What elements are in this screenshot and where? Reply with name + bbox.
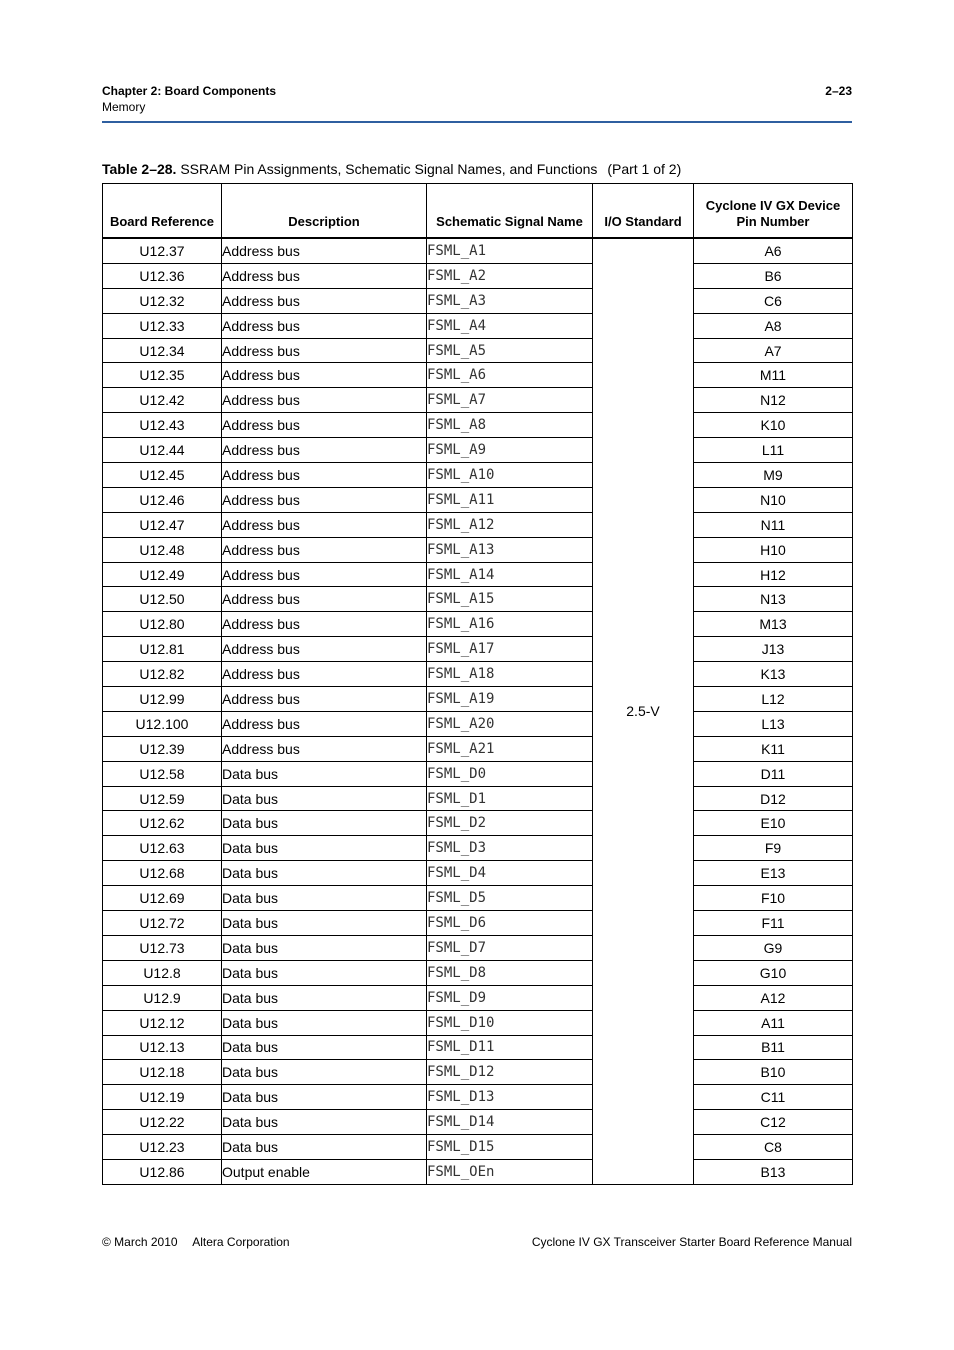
board-reference-cell: U12.18 xyxy=(103,1060,222,1085)
board-reference-cell: U12.23 xyxy=(103,1135,222,1160)
description-cell: Data bus xyxy=(222,935,427,960)
pin-number-cell: K13 xyxy=(694,662,853,687)
signal-name-cell: FSML_D7 xyxy=(427,935,593,960)
description-cell: Data bus xyxy=(222,1035,427,1060)
signal-name-cell: FSML_A21 xyxy=(427,736,593,761)
description-cell: Data bus xyxy=(222,861,427,886)
pin-number-cell: K10 xyxy=(694,413,853,438)
table-row xyxy=(103,736,853,761)
table-row xyxy=(103,711,853,736)
signal-name-cell: FSML_A17 xyxy=(427,637,593,662)
signal-name-cell: FSML_D5 xyxy=(427,886,593,911)
signal-name-cell: FSML_D11 xyxy=(427,1035,593,1060)
table-row xyxy=(103,487,853,512)
pin-number-cell: B10 xyxy=(694,1060,853,1085)
header-description: Description xyxy=(222,184,427,239)
pin-number-cell: M9 xyxy=(694,463,853,488)
pin-assignment-table xyxy=(102,183,853,1185)
signal-name-cell: FSML_A13 xyxy=(427,537,593,562)
board-reference-cell: U12.42 xyxy=(103,388,222,413)
table-row xyxy=(103,413,853,438)
signal-name-cell: FSML_A3 xyxy=(427,288,593,313)
board-reference-cell: U12.13 xyxy=(103,1035,222,1060)
table-row xyxy=(103,1110,853,1135)
table-row xyxy=(103,263,853,288)
signal-name-cell: FSML_D10 xyxy=(427,1010,593,1035)
pin-number-cell: C11 xyxy=(694,1085,853,1110)
board-reference-cell: U12.32 xyxy=(103,288,222,313)
pin-number-cell: L12 xyxy=(694,687,853,712)
header-schematic-signal-name: Schematic Signal Name xyxy=(427,184,593,239)
board-reference-cell: U12.36 xyxy=(103,263,222,288)
board-reference-cell: U12.22 xyxy=(103,1110,222,1135)
description-cell: Data bus xyxy=(222,761,427,786)
board-reference-cell: U12.45 xyxy=(103,463,222,488)
pin-number-cell: H12 xyxy=(694,562,853,587)
pin-number-cell: K11 xyxy=(694,736,853,761)
pin-number-cell: B6 xyxy=(694,263,853,288)
table-row xyxy=(103,786,853,811)
board-reference-cell: U12.9 xyxy=(103,985,222,1010)
board-reference-cell: U12.33 xyxy=(103,313,222,338)
pin-number-cell: M13 xyxy=(694,612,853,637)
table-number: Table 2–28. xyxy=(102,161,177,177)
table-row xyxy=(103,1010,853,1035)
pin-number-cell: F9 xyxy=(694,836,853,861)
board-reference-cell: U12.37 xyxy=(103,238,222,263)
signal-name-cell: FSML_D4 xyxy=(427,861,593,886)
signal-name-cell: FSML_D8 xyxy=(427,960,593,985)
table-row xyxy=(103,811,853,836)
pin-number-cell: A12 xyxy=(694,985,853,1010)
table-row xyxy=(103,1060,853,1085)
description-cell: Data bus xyxy=(222,1010,427,1035)
signal-name-cell: FSML_D0 xyxy=(427,761,593,786)
table-row xyxy=(103,388,853,413)
footer-company: Altera Corporation xyxy=(192,1235,290,1249)
board-reference-cell: U12.50 xyxy=(103,587,222,612)
pin-number-cell: M11 xyxy=(694,363,853,388)
table-row xyxy=(103,861,853,886)
description-cell: Address bus xyxy=(222,736,427,761)
board-reference-cell: U12.59 xyxy=(103,786,222,811)
signal-name-cell: FSML_D12 xyxy=(427,1060,593,1085)
description-cell: Address bus xyxy=(222,512,427,537)
pin-number-cell: L11 xyxy=(694,438,853,463)
board-reference-cell: U12.80 xyxy=(103,612,222,637)
board-reference-cell: U12.58 xyxy=(103,761,222,786)
pin-number-cell: N10 xyxy=(694,487,853,512)
table-row xyxy=(103,238,853,263)
table-row xyxy=(103,1085,853,1110)
signal-name-cell: FSML_A9 xyxy=(427,438,593,463)
board-reference-cell: U12.49 xyxy=(103,562,222,587)
pin-number-cell: B11 xyxy=(694,1035,853,1060)
signal-name-cell: FSML_D9 xyxy=(427,985,593,1010)
signal-name-cell: FSML_A4 xyxy=(427,313,593,338)
pin-number-cell: C8 xyxy=(694,1135,853,1160)
signal-name-cell: FSML_D14 xyxy=(427,1110,593,1135)
signal-name-cell: FSML_D1 xyxy=(427,786,593,811)
board-reference-cell: U12.19 xyxy=(103,1085,222,1110)
board-reference-cell: U12.44 xyxy=(103,438,222,463)
signal-name-cell: FSML_A19 xyxy=(427,687,593,712)
table-row xyxy=(103,911,853,936)
description-cell: Address bus xyxy=(222,238,427,263)
pin-number-cell: H10 xyxy=(694,537,853,562)
section-title: Memory xyxy=(102,100,146,114)
board-reference-cell: U12.100 xyxy=(103,711,222,736)
pin-number-cell: C6 xyxy=(694,288,853,313)
page-header xyxy=(102,84,852,123)
table-row xyxy=(103,836,853,861)
board-reference-cell: U12.48 xyxy=(103,537,222,562)
board-reference-cell: U12.63 xyxy=(103,836,222,861)
pin-number-cell: N13 xyxy=(694,587,853,612)
page-number: 2–23 xyxy=(825,84,852,98)
board-reference-cell: U12.47 xyxy=(103,512,222,537)
signal-name-cell: FSML_A18 xyxy=(427,662,593,687)
description-cell: Output enable xyxy=(222,1159,427,1184)
board-reference-cell: U12.34 xyxy=(103,338,222,363)
header-board-reference: Board Reference xyxy=(103,184,222,239)
footer-manual-title: Cyclone IV GX Transceiver Starter Board Reference Manual xyxy=(531,1235,852,1249)
footer-left xyxy=(102,1235,290,1249)
io-standard-cell: 2.5-V xyxy=(593,238,694,1184)
board-reference-cell: U12.73 xyxy=(103,935,222,960)
table-row xyxy=(103,338,853,363)
signal-name-cell: FSML_D13 xyxy=(427,1085,593,1110)
pin-number-cell: A8 xyxy=(694,313,853,338)
signal-name-cell: FSML_A14 xyxy=(427,562,593,587)
signal-name-cell: FSML_D2 xyxy=(427,811,593,836)
table-title: SSRAM Pin Assignments, Schematic Signal Names, and Functions xyxy=(180,161,598,177)
signal-name-cell: FSML_D6 xyxy=(427,911,593,936)
signal-name-cell: FSML_A7 xyxy=(427,388,593,413)
table-row xyxy=(103,288,853,313)
description-cell: Data bus xyxy=(222,960,427,985)
signal-name-cell: FSML_A15 xyxy=(427,587,593,612)
description-cell: Address bus xyxy=(222,612,427,637)
table-row xyxy=(103,960,853,985)
pin-number-cell: F11 xyxy=(694,911,853,936)
pin-number-cell: L13 xyxy=(694,711,853,736)
pin-number-cell: J13 xyxy=(694,637,853,662)
description-cell: Data bus xyxy=(222,911,427,936)
table-row xyxy=(103,438,853,463)
pin-number-cell: B13 xyxy=(694,1159,853,1184)
table-row xyxy=(103,562,853,587)
pin-number-cell: C12 xyxy=(694,1110,853,1135)
signal-name-cell: FSML_A11 xyxy=(427,487,593,512)
description-cell: Data bus xyxy=(222,1135,427,1160)
description-cell: Address bus xyxy=(222,263,427,288)
description-cell: Data bus xyxy=(222,836,427,861)
chapter-title: Chapter 2: Board Components xyxy=(102,84,277,98)
description-cell: Address bus xyxy=(222,562,427,587)
pin-number-cell: F10 xyxy=(694,886,853,911)
table-row xyxy=(103,761,853,786)
pin-number-cell: D12 xyxy=(694,786,853,811)
board-reference-cell: U12.12 xyxy=(103,1010,222,1035)
signal-name-cell: FSML_A5 xyxy=(427,338,593,363)
signal-name-cell: FSML_A6 xyxy=(427,363,593,388)
table-row xyxy=(103,662,853,687)
description-cell: Address bus xyxy=(222,338,427,363)
description-cell: Address bus xyxy=(222,687,427,712)
table-body xyxy=(103,238,853,1184)
table-row xyxy=(103,637,853,662)
pin-number-cell: G10 xyxy=(694,960,853,985)
description-cell: Address bus xyxy=(222,662,427,687)
table-row xyxy=(103,537,853,562)
table-header-row xyxy=(103,184,853,239)
table-row xyxy=(103,687,853,712)
table-row xyxy=(103,935,853,960)
description-cell: Address bus xyxy=(222,463,427,488)
pin-number-cell: E10 xyxy=(694,811,853,836)
pin-number-cell: E13 xyxy=(694,861,853,886)
signal-name-cell: FSML_A8 xyxy=(427,413,593,438)
header-io-standard: I/O Standard xyxy=(593,184,694,239)
description-cell: Address bus xyxy=(222,288,427,313)
header-device-pin-number: Cyclone IV GX Device Pin Number xyxy=(694,184,853,239)
board-reference-cell: U12.39 xyxy=(103,736,222,761)
board-reference-cell: U12.69 xyxy=(103,886,222,911)
board-reference-cell: U12.62 xyxy=(103,811,222,836)
description-cell: Address bus xyxy=(222,487,427,512)
description-cell: Address bus xyxy=(222,711,427,736)
table-row xyxy=(103,1135,853,1160)
board-reference-cell: U12.43 xyxy=(103,413,222,438)
description-cell: Data bus xyxy=(222,886,427,911)
signal-name-cell: FSML_A10 xyxy=(427,463,593,488)
pin-number-cell: A7 xyxy=(694,338,853,363)
description-cell: Data bus xyxy=(222,811,427,836)
pin-number-cell: A11 xyxy=(694,1010,853,1035)
description-cell: Data bus xyxy=(222,985,427,1010)
signal-name-cell: FSML_A12 xyxy=(427,512,593,537)
signal-name-cell: FSML_D15 xyxy=(427,1135,593,1160)
board-reference-cell: U12.8 xyxy=(103,960,222,985)
table-row xyxy=(103,463,853,488)
description-cell: Address bus xyxy=(222,363,427,388)
table-part: (Part 1 of 2) xyxy=(607,161,682,177)
description-cell: Address bus xyxy=(222,587,427,612)
signal-name-cell: FSML_A2 xyxy=(427,263,593,288)
description-cell: Address bus xyxy=(222,388,427,413)
description-cell: Address bus xyxy=(222,637,427,662)
board-reference-cell: U12.82 xyxy=(103,662,222,687)
description-cell: Data bus xyxy=(222,786,427,811)
signal-name-cell: FSML_D3 xyxy=(427,836,593,861)
signal-name-cell: FSML_A16 xyxy=(427,612,593,637)
table-row xyxy=(103,612,853,637)
table-row xyxy=(103,512,853,537)
table-row xyxy=(103,1035,853,1060)
description-cell: Address bus xyxy=(222,537,427,562)
board-reference-cell: U12.86 xyxy=(103,1159,222,1184)
pin-number-cell: N11 xyxy=(694,512,853,537)
table-row xyxy=(103,985,853,1010)
description-cell: Address bus xyxy=(222,313,427,338)
description-cell: Address bus xyxy=(222,413,427,438)
board-reference-cell: U12.35 xyxy=(103,363,222,388)
footer-copyright: © March 2010 xyxy=(102,1235,178,1249)
table-caption xyxy=(102,161,681,177)
pin-number-cell: N12 xyxy=(694,388,853,413)
board-reference-cell: U12.68 xyxy=(103,861,222,886)
table-row xyxy=(103,1159,853,1184)
description-cell: Data bus xyxy=(222,1110,427,1135)
board-reference-cell: U12.99 xyxy=(103,687,222,712)
board-reference-cell: U12.46 xyxy=(103,487,222,512)
description-cell: Address bus xyxy=(222,438,427,463)
table-row xyxy=(103,313,853,338)
board-reference-cell: U12.81 xyxy=(103,637,222,662)
pin-number-cell: A6 xyxy=(694,238,853,263)
table-row xyxy=(103,363,853,388)
description-cell: Data bus xyxy=(222,1060,427,1085)
signal-name-cell: FSML_A20 xyxy=(427,711,593,736)
table-row xyxy=(103,587,853,612)
description-cell: Data bus xyxy=(222,1085,427,1110)
signal-name-cell: FSML_A1 xyxy=(427,238,593,263)
signal-name-cell: FSML_OEn xyxy=(427,1159,593,1184)
pin-number-cell: D11 xyxy=(694,761,853,786)
table-row xyxy=(103,886,853,911)
pin-number-cell: G9 xyxy=(694,935,853,960)
board-reference-cell: U12.72 xyxy=(103,911,222,936)
